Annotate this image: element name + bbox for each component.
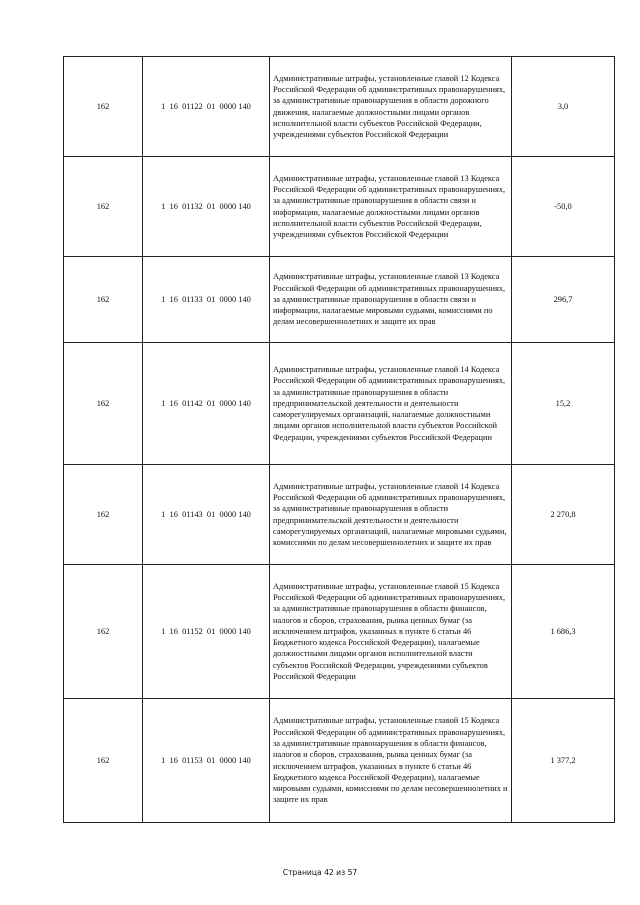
description-cell: Административные штрафы, установленные главой 13 Кодекса Российской Федерации об административных правонарушениях, за административные правонарушения в области связи и информации, налагаемые должностными лицами органов исполнительной власти субъектов Российской Федерации, учреждениями субъектов Российской Федерации: [270, 157, 512, 257]
description-cell: Административные штрафы, установленные главой 14 Кодекса Российской Федерации об административных правонарушениях, за административные правонарушения в области предпринимательской деятельности и деятельности саморегулируемых организаций, налагаемые должностными лицами органов исполнительной власти субъектов Российской Федерации, учреждениями субъектов Российской Федерации: [270, 343, 512, 465]
table-row: [64, 157, 615, 257]
table-row: [64, 565, 615, 699]
admin-code-cell: 162: [64, 699, 143, 823]
amount-cell: 1 377,2: [512, 699, 615, 823]
amount-cell: -50,0: [512, 157, 615, 257]
page-number: Страница 42 из 57: [282, 868, 358, 877]
table-row: [64, 343, 615, 465]
kbk-code-cell: 1 16 01133 01 0000 140: [143, 257, 270, 343]
revenue-table: [63, 56, 615, 823]
amount-cell: 296,7: [512, 257, 615, 343]
kbk-code-cell: 1 16 01152 01 0000 140: [143, 565, 270, 699]
admin-code-cell: 162: [64, 343, 143, 465]
admin-code-cell: 162: [64, 565, 143, 699]
amount-cell: 15,2: [512, 343, 615, 465]
amount-cell: 3,0: [512, 57, 615, 157]
kbk-code-cell: 1 16 01122 01 0000 140: [143, 57, 270, 157]
admin-code-cell: 162: [64, 157, 143, 257]
amount-cell: 2 270,8: [512, 465, 615, 565]
table-row: [64, 465, 615, 565]
admin-code-cell: 162: [64, 57, 143, 157]
kbk-code-cell: 1 16 01142 01 0000 140: [143, 343, 270, 465]
description-cell: Административные штрафы, установленные главой 15 Кодекса Российской Федерации об административных правонарушениях, за административные правонарушения в области финансов, налогов и сборов, страхования, рынка ценных бумаг (за исключением штрафов, указанных в пункте 6 статьи 46 Бюджетного кодекса Российской Федерации), налагаемые должностными лицами органов исполнительной власти субъектов Российской Федерации, учреждениями субъектов Российской Федерации: [270, 565, 512, 699]
kbk-code-cell: 1 16 01153 01 0000 140: [143, 699, 270, 823]
admin-code-cell: 162: [64, 465, 143, 565]
description-cell: Административные штрафы, установленные главой 14 Кодекса Российской Федерации об административных правонарушениях, за административные правонарушения в области предпринимательской деятельности и деятельности саморегулируемых организаций, налагаемые мировыми судьями, комиссиями по делам несовершеннолетних и защите их прав: [270, 465, 512, 565]
table-row: [64, 57, 615, 157]
kbk-code-cell: 1 16 01132 01 0000 140: [143, 157, 270, 257]
admin-code-cell: 162: [64, 257, 143, 343]
description-cell: Административные штрафы, установленные главой 12 Кодекса Российской Федерации об административных правонарушениях, за административные правонарушения в области дорожного движения, налагаемые должностными лицами органов исполнительной власти субъектов Российской Федерации, учреждениями субъектов Российской Федерации: [270, 57, 512, 157]
kbk-code-cell: 1 16 01143 01 0000 140: [143, 465, 270, 565]
description-cell: Административные штрафы, установленные главой 15 Кодекса Российской Федерации об административных правонарушениях, за административные правонарушения в области финансов, налогов и сборов, страхования, рынка ценных бумаг (за исключением штрафов, указанных в пункте 6 статьи 46 Бюджетного кодекса Российской Федерации), налагаемые мировыми судьями, комиссиями по делам несовершеннолетних и защите их прав: [270, 699, 512, 823]
table-row: [64, 257, 615, 343]
table-row: [64, 699, 615, 823]
amount-cell: 1 686,3: [512, 565, 615, 699]
description-cell: Административные штрафы, установленные главой 13 Кодекса Российской Федерации об административных правонарушениях, за административные правонарушения в области связи и информации, налагаемые мировыми судьями, комиссиями по делам несовершеннолетних и защите их прав: [270, 257, 512, 343]
